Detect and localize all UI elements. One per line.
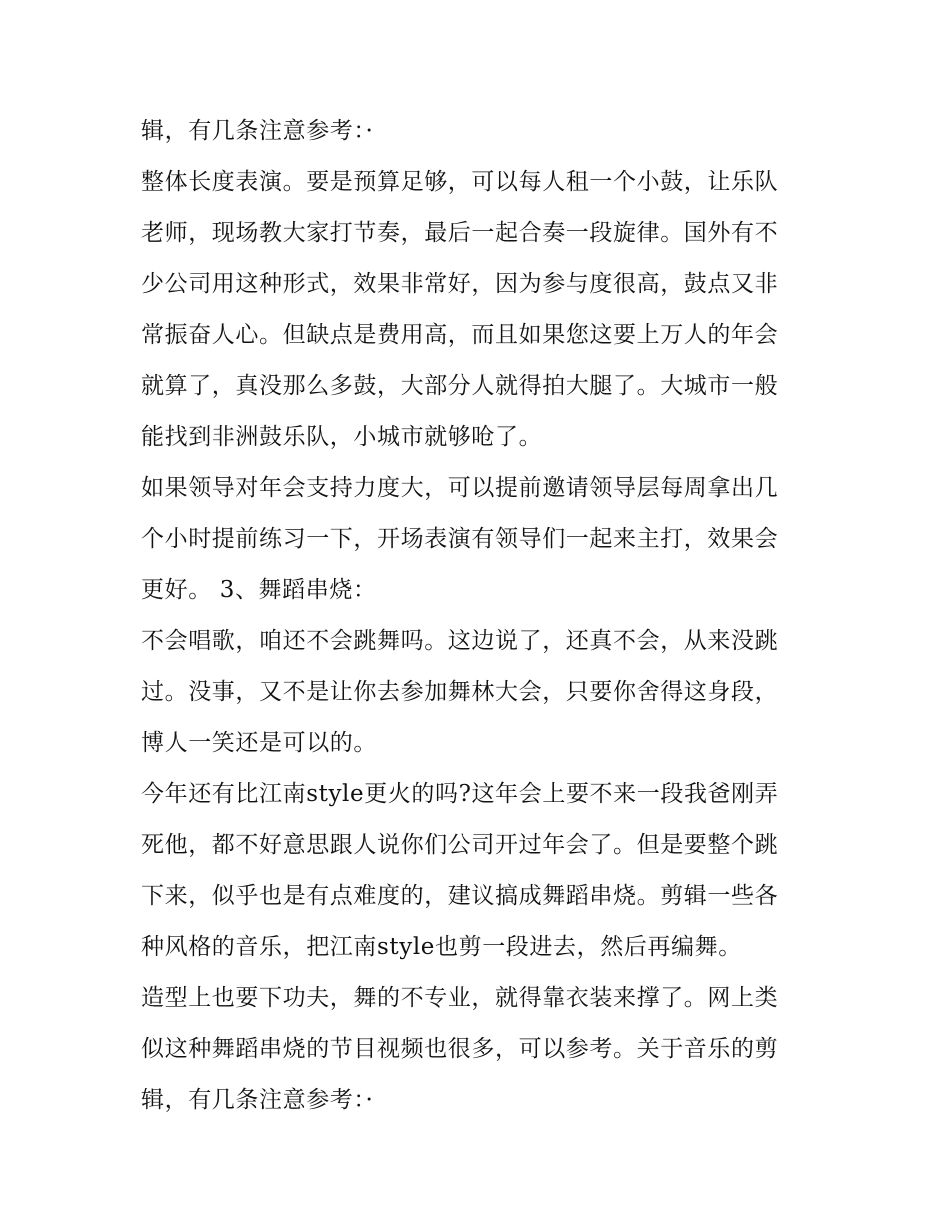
text-line: 常振奋人心。但缺点是费用高，而且如果您这要上万人的年会	[141, 322, 779, 348]
text-line: 下来，似乎也是有点难度的，建议搞成舞蹈串烧。剪辑一些各	[141, 883, 779, 909]
text-line: 更好。 3、舞蹈串烧：	[141, 577, 377, 603]
text-line: 整体长度表演。要是预算足够，可以每人租一个小鼓，让乐队	[141, 169, 779, 195]
text-line: 辑，有几条注意参考：·	[141, 118, 374, 144]
text-line: 辑，有几条注意参考：·	[141, 1087, 374, 1113]
text-line: 死他，都不好意思跟人说你们公司开过年会了。但是要整个跳	[141, 832, 779, 858]
text-line: 个小时提前练习一下，开场表演有领导们一起来主打，效果会	[141, 526, 779, 552]
text-line: 老师，现场教大家打节奏，最后一起合奏一段旋律。国外有不	[141, 220, 779, 246]
text-line: 能找到非洲鼓乐队，小城市就够呛了。	[141, 424, 543, 450]
text-line: 种风格的音乐，把江南style也剪一段进去，然后再编舞。	[141, 934, 742, 960]
text-line: 过。没事，又不是让你去参加舞林大会，只要你舍得这身段，	[141, 679, 779, 705]
text-line: 如果领导对年会支持力度大，可以提前邀请领导层每周拿出几	[141, 475, 779, 501]
text-line: 造型上也要下功夫，舞的不专业，就得靠衣装来撑了。网上类	[141, 985, 779, 1011]
text-line: 不会唱歌，咱还不会跳舞吗。这边说了，还真不会，从来没跳	[141, 628, 779, 654]
text-line: 少公司用这种形式，效果非常好，因为参与度很高，鼓点又非	[141, 271, 779, 297]
text-line: 就算了，真没那么多鼓，大部分人就得拍大腿了。大城市一般	[141, 373, 779, 399]
text-line: 今年还有比江南style更火的吗?这年会上要不来一段我爸刚弄	[141, 781, 779, 807]
text-line: 博人一笑还是可以的。	[141, 730, 377, 756]
text-line: 似这种舞蹈串烧的节目视频也很多，可以参考。关于音乐的剪	[141, 1036, 779, 1062]
